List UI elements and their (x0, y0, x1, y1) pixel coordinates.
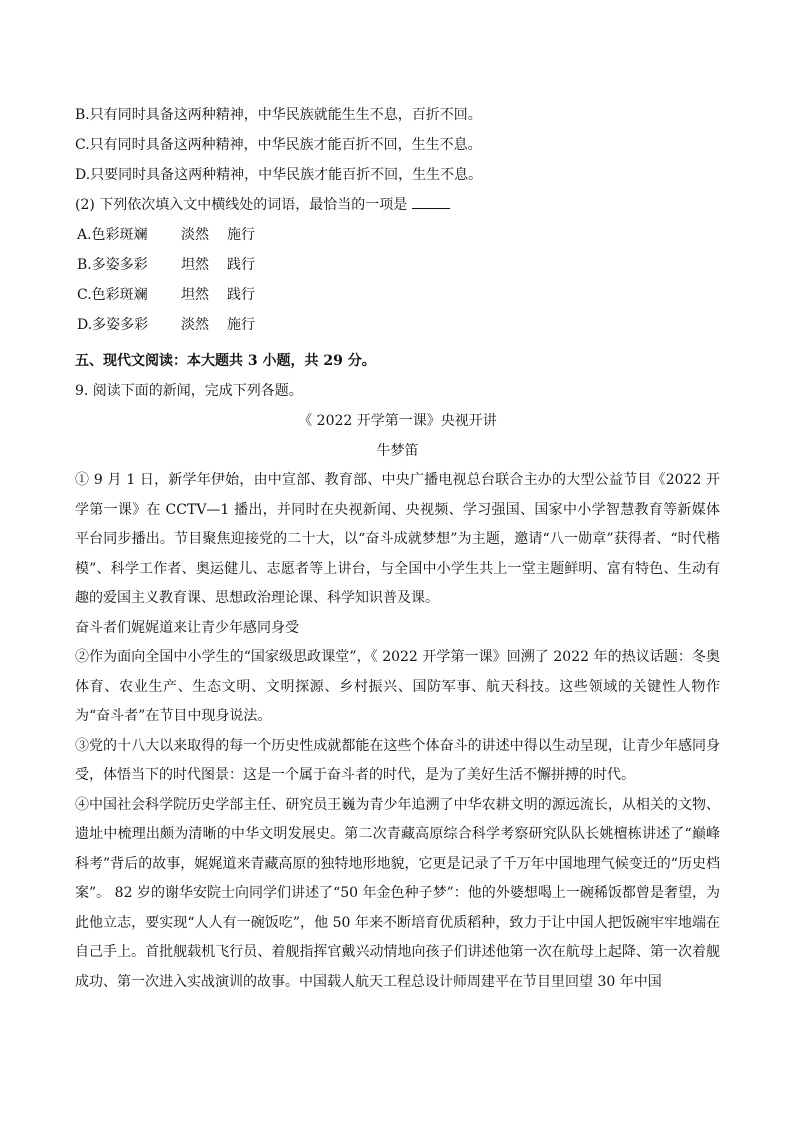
option-c-word2: 坦然 (181, 287, 209, 303)
option-a-word1: A.色彩斑斓 (77, 227, 148, 243)
option-d-word3: 施行 (227, 317, 255, 333)
question-2-stem (75, 190, 720, 220)
option-row-c (75, 280, 720, 310)
option-b-word3: 践行 (227, 257, 255, 273)
answer-blank (412, 194, 450, 209)
article-paragraph-3: ③党的十八大以来取得的每一个历史性成就都能在这些个体奋斗的讲述中得以生动呈现，让青少年感同身受，体悟当下的时代图景：这是一个属于奋斗者的时代，是为了美好生活不懈拼搏的时代。 (75, 737, 720, 783)
option-b-prev: B.只有同时具备这两种精神，中华民族就能生生不息，百折不回。 (75, 107, 482, 123)
option-b-word1: B.多姿多彩 (77, 257, 148, 273)
option-d-word1: D.多姿多彩 (77, 317, 149, 333)
article-paragraph-1: ① 9 月 1 日，新学年伊始，由中宣部、教育部、中央广播电视总台联合主办的大型公益节目《2022 开学第一课》在 CCTV—1 播出，并同时在央视新闻、央视频、学习强国、国家中小学智慧教育等新媒体平台同步播出。节目聚焦迎接党的二十大，以“奋斗成就梦想”为主题，邀请“八一勋章”获得者、“时代楷模”、科学工作者、奥运健儿、志愿者等上讲台，与全国中小学生共上一堂主题鲜明、富有特色、生动有趣的爱国主义教育课、思想政治理论课、科学知识普及课。 (75, 472, 720, 606)
option-row-b (75, 250, 720, 280)
option-d-word2: 淡然 (181, 317, 209, 333)
article-title: 《 2022 开学第一课》央视开讲 (298, 413, 497, 429)
section-title: 五、现代文阅读：本大题共 3 小题，共 29 分。 (75, 353, 376, 369)
option-row-a (75, 220, 720, 250)
article-paragraph-4: ④中国社会科学院历史学部主任、研究员王巍为青少年追溯了中华农耕文明的源远流长，从相关的文物、遗址中梳理出颇为清晰的中华文明发展史。第二次青藏高原综合科学考察研究队队长姚檀栋讲述了“巅峰科考”背后的故事，娓娓道来青藏高原的独特地形地貌，它更是记录了千万年中国地理气候变迁的“历史档案”。 82 岁的谢华安院士向同学们讲述了“50 年金色种子梦”：他的外婆想喝上一碗稀饭都曾是奢望，为此他立志，要实现“人人有一碗饭吃”，他 50 年来不断培育优质稻种，致力于让中国人把饭碗牢牢地端在自己手上。首批舰载机飞行员、着舰指挥官戴兴动情地向孩子们讲述他第一次在航母上起降、第一次着舰成功、第一次进入实战演训的故事。中国载人航天工程总设计师周建平在节目里回望 30 年中国 (75, 796, 720, 990)
article-subheading: 奋斗者们娓娓道来让青少年感同身受 (75, 619, 299, 636)
option-row-d (75, 310, 720, 340)
option-d-prev: D.只要同时具备这两种精神，中华民族才能百折不回，生生不息。 (75, 167, 483, 183)
article-author: 牛梦笛 (376, 443, 419, 459)
question-9-stem: 9. 阅读下面的新闻，完成下列各题。 (75, 383, 303, 399)
option-a-word3: 施行 (227, 227, 255, 243)
document-page (75, 100, 720, 997)
question-2-text: (2) 下列依次填入文中横线处的词语，最恰当的一项是 (75, 197, 408, 213)
option-c-word1: C.色彩斑斓 (77, 287, 148, 303)
option-c-word3: 践行 (227, 287, 255, 303)
option-c-prev: C.只有同时具备这两种精神，中华民族才能百折不回，生生不息。 (75, 137, 482, 153)
option-b-word2: 坦然 (181, 257, 209, 273)
article-paragraph-2: ②作为面向全国中小学生的“国家级思政课堂”，《 2022 开学第一课》回溯了 2022 年的热议话题：冬奥体育、农业生产、生态文明、文明探源、乡村振兴、国防军事、航天科技。这些领域的关键性人物作为“奋斗者”在节目中现身说法。 (75, 649, 720, 724)
option-a-word2: 淡然 (181, 227, 209, 243)
question-2-options (75, 220, 720, 340)
